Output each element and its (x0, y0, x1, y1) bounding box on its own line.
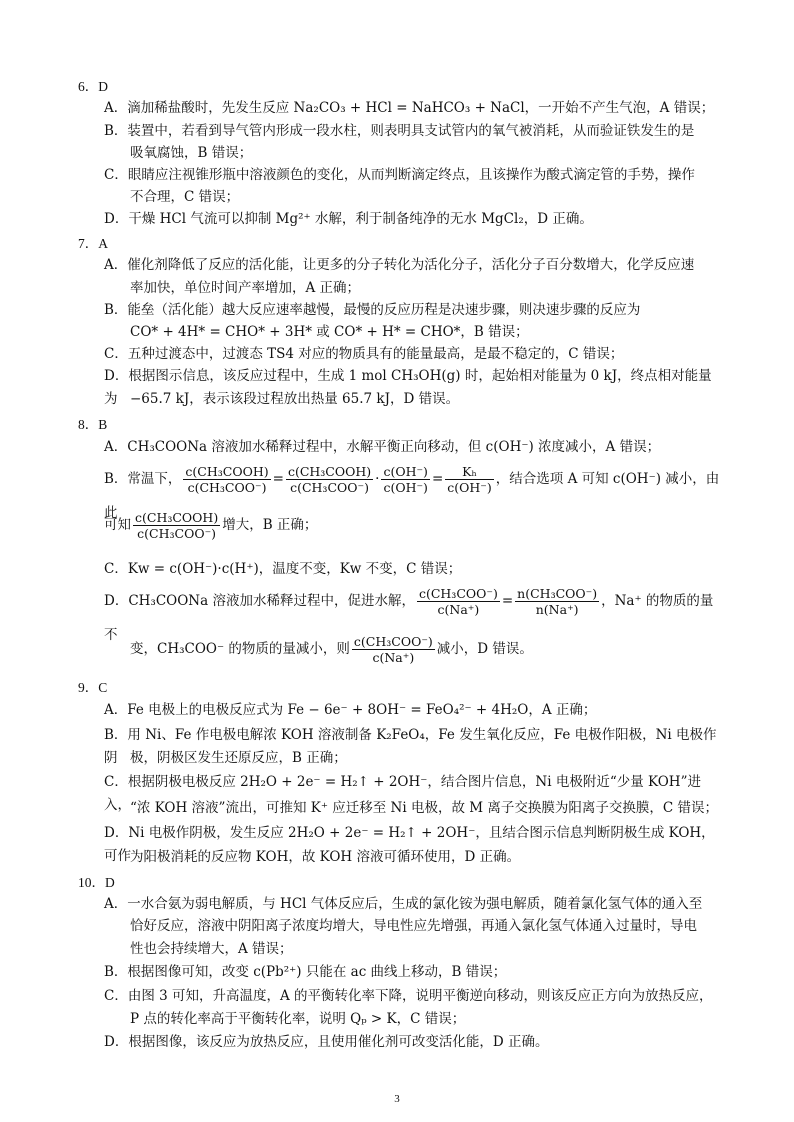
q8-d2-prefix: 变，CH₃COO⁻ 的物质的量减小，则 (130, 641, 350, 657)
q10-option-b: B．根据图像可知，改变 c(Pb²⁺) 只能在 ac 曲线上移动，B 错误； (104, 964, 507, 980)
question-10-number: 10．D (78, 875, 115, 890)
fraction (515, 586, 599, 617)
q10-option-a-line2: 恰好反应，溶液中阴阳离子浓度均增大，导电性应先增强，再通入氯化氢气体通入过量时，导电 (130, 918, 697, 934)
q9-option-c-line2: “浓 KOH 溶液”流出，可推知 K⁺ 应迁移至 Ni 电极，故 M 离子交换膜为阳离子交换膜，C 错误； (130, 800, 718, 816)
fraction (352, 634, 435, 665)
q6-option-c-line2: 不合理，C 错误； (130, 189, 240, 205)
fraction-numerator: c(CH₃COOH) (135, 510, 219, 525)
q10-option-a-line3: 性也会持续增大，A 错误； (130, 941, 293, 957)
q10-option-d: D．根据图像，该反应为放热反应，且使用催化剂可改变活化能，D 正确。 (104, 1034, 549, 1050)
q9-option-d-line1: D．Ni 电极作阴极，发生反应 2H₂O + 2e⁻ = H₂↑ + 2OH⁻，且结合图示信息判断阴极生成 KOH，可作 (104, 825, 715, 864)
fraction (286, 464, 373, 495)
q6-option-d: D．干燥 HCl 气流可以抑制 Mg²⁺ 水解，利于制备纯净的无水 MgCl₂，D 正确。 (104, 211, 593, 227)
fraction (183, 464, 270, 495)
fraction-numerator: c(CH₃COOH) (185, 464, 269, 479)
fraction (381, 464, 430, 495)
fraction-numerator: c(OH⁻) (383, 464, 428, 479)
fraction (417, 586, 500, 617)
fraction (133, 510, 220, 541)
q8-option-c: C．Kw = c(OH⁻)·c(H⁺)，温度不变，Kw 不变，C 错误； (104, 561, 462, 577)
q7-option-d-line1: D．根据图示信息，该反应过程中，生成 1 mol CH₃OH(g) 时，起始相对能量为 0 kJ，终点相对能量为 (104, 368, 712, 407)
q9-option-b-line1: B．用 Ni、Fe 作电极电解浓 KOH 溶液制备 K₂FeO₄，Fe 发生氧化反应，Fe 电极作阳极，Ni 电极作阴 (104, 727, 717, 766)
q8-option-d-line2 (104, 632, 750, 666)
q8-d-prefix: D．CH₃COONa 溶液加水稀释过程中，促进水解， (104, 593, 415, 609)
fraction-numerator: n(CH₃COO⁻) (517, 586, 598, 601)
fraction-numerator: c(CH₃COO⁻) (418, 586, 498, 601)
question-6-number: 6．D (78, 79, 108, 94)
q6-option-c-line1: C．眼睛应注视锥形瓶中溶液颜色的变化，从而判断滴定终点，且该操作为酸式滴定管的手势，操作 (104, 167, 695, 183)
q7-option-d-line2: −65.7 kJ，表示该段过程放出热量 65.7 kJ，D 错误。 (130, 391, 460, 407)
fraction-denominator: c(CH₃COO⁻) (290, 480, 369, 495)
q6-option-b-line2: 吸氧腐蚀，B 错误； (130, 145, 253, 161)
q8-b-prefix: B．常温下， (104, 471, 182, 487)
fraction-numerator: c(CH₃COO⁻) (353, 634, 433, 649)
q7-option-b-line2: CO* + 4H* = CHO* + 3H* 或 CO* + H* = CHO*，B 错误； (130, 324, 529, 340)
q9-option-a: A．Fe 电极上的电极反应式为 Fe − 6e⁻ + 8OH⁻ = FeO₄²⁻ + 4H₂O，A 正确； (104, 702, 597, 718)
q8-option-b-line1: B．常温下， $\frac{\text{c(CH₃COOH)}}{\text{c(CH₃COO⁻)}}$ = $\frac{\text{c(CH₃COOH)}}{\text{c(CH₃COO⁻)}}$ · $\frac{c(OH^-)}{c(OH^-)}$ = $\frac{\text{Kₕ}}{c(OH^-)}$ ，结合选项 A 可知 c(OH⁻) 减小，由此 (104, 464, 720, 521)
q9-option-c-line1: C．根据阴极电极反应 2H₂O + 2e⁻ = H₂↑ + 2OH⁻，结合图片信息，Ni 电极附近“少量 KOH”进入， (104, 774, 701, 813)
q8-b-suffix: ，结合选项 A 可知 c(OH⁻) 减小，由此 (104, 471, 720, 521)
fraction-numerator: c(CH₃COOH) (287, 464, 372, 479)
q10-option-a-line1: A．一水合氨为弱电解质，与 HCl 气体反应后，生成的氯化铵为强电解质，随着氯化氢气体的通入至 (104, 896, 703, 912)
fraction-denominator: c(OH⁻) (447, 480, 492, 495)
fraction-denominator: c(CH₃COO⁻) (137, 526, 217, 541)
q9-option-b-line2: 极，阴极区发生还原反应，B 正确； (130, 750, 347, 766)
fraction-denominator: n(Na⁺) (535, 602, 579, 617)
q6-option-b-line1: B．装置中，若看到导气管内形成一段水柱，则表明具支试管内的氧气被消耗，从而验证铁发生的是 (104, 123, 695, 139)
q8-option-a: A．CH₃COONa 溶液加水稀释过程中，水解平衡正向移动，但 c(OH⁻) 浓度减小，A 错误； (104, 439, 661, 455)
q10-option-c-line1: C．由图 3 可知，升高温度，A 的平衡转化率下降，说明平衡逆向移动，则该反应正方向为放热反应， (104, 988, 713, 1004)
q7-option-c: C．五种过渡态中，过渡态 TS4 对应的物质具有的能量最高，是最不稳定的，C 错误； (104, 346, 624, 362)
q6-option-a: A．滴加稀盐酸时，先发生反应 Na₂CO₃ + HCl = NaHCO₃ + NaCl，一开始不产生气泡，A 错误； (104, 100, 715, 116)
fraction (445, 464, 494, 495)
q8-d-suffix: ，Na⁺ 的物质的量不 (104, 593, 714, 643)
fraction-denominator: c(OH⁻) (383, 480, 428, 495)
question-7-number: 7．A (78, 236, 108, 251)
fraction-numerator: Kₕ (445, 464, 494, 480)
page-number: 3 (394, 1093, 400, 1105)
q8-option-d-line1: D．CH₃COONa 溶液加水稀释过程中，促进水解， $\frac{\text{c(CH₃COO⁻)}}{c(Na^+)}$ = $\frac{\text{n(CH₃COO⁻)}}{n(Na^+)}$ ，Na⁺ 的物质的量不 (104, 586, 714, 643)
fraction-denominator: c(CH₃COO⁻) (187, 480, 267, 495)
q7-option-a-line2: 率加快，单位时间产率增加，A 正确； (130, 280, 361, 296)
q8-option-b-line2 (104, 508, 724, 542)
q8-b2-prefix: 可知 (104, 517, 131, 533)
q8-b2-suffix: 增大，B 正确； (222, 517, 318, 533)
q10-option-c-line2: P 点的转化率高于平衡转化率，说明 Qₚ > K，C 错误； (130, 1011, 466, 1027)
q9-option-d-line2: 为阳极消耗的反应物 KOH，故 KOH 溶液可循环使用，D 正确。 (130, 849, 521, 865)
q8-d2-suffix: 减小，D 错误。 (436, 641, 533, 657)
fraction-denominator: c(Na⁺) (372, 650, 415, 665)
question-9-number: 9．C (78, 680, 108, 695)
fraction-denominator: c(Na⁺) (437, 602, 480, 617)
q7-option-a-line1: A．催化剂降低了反应的活化能，让更多的分子转化为活化分子，活化分子百分数增大，化学反应速 (104, 257, 695, 273)
question-8-number: 8．B (78, 417, 108, 432)
q7-option-b-line1: B．能垒（活化能）越大反应速率越慢，最慢的反应历程是决速步骤，则决速步骤的反应为 (104, 302, 641, 318)
